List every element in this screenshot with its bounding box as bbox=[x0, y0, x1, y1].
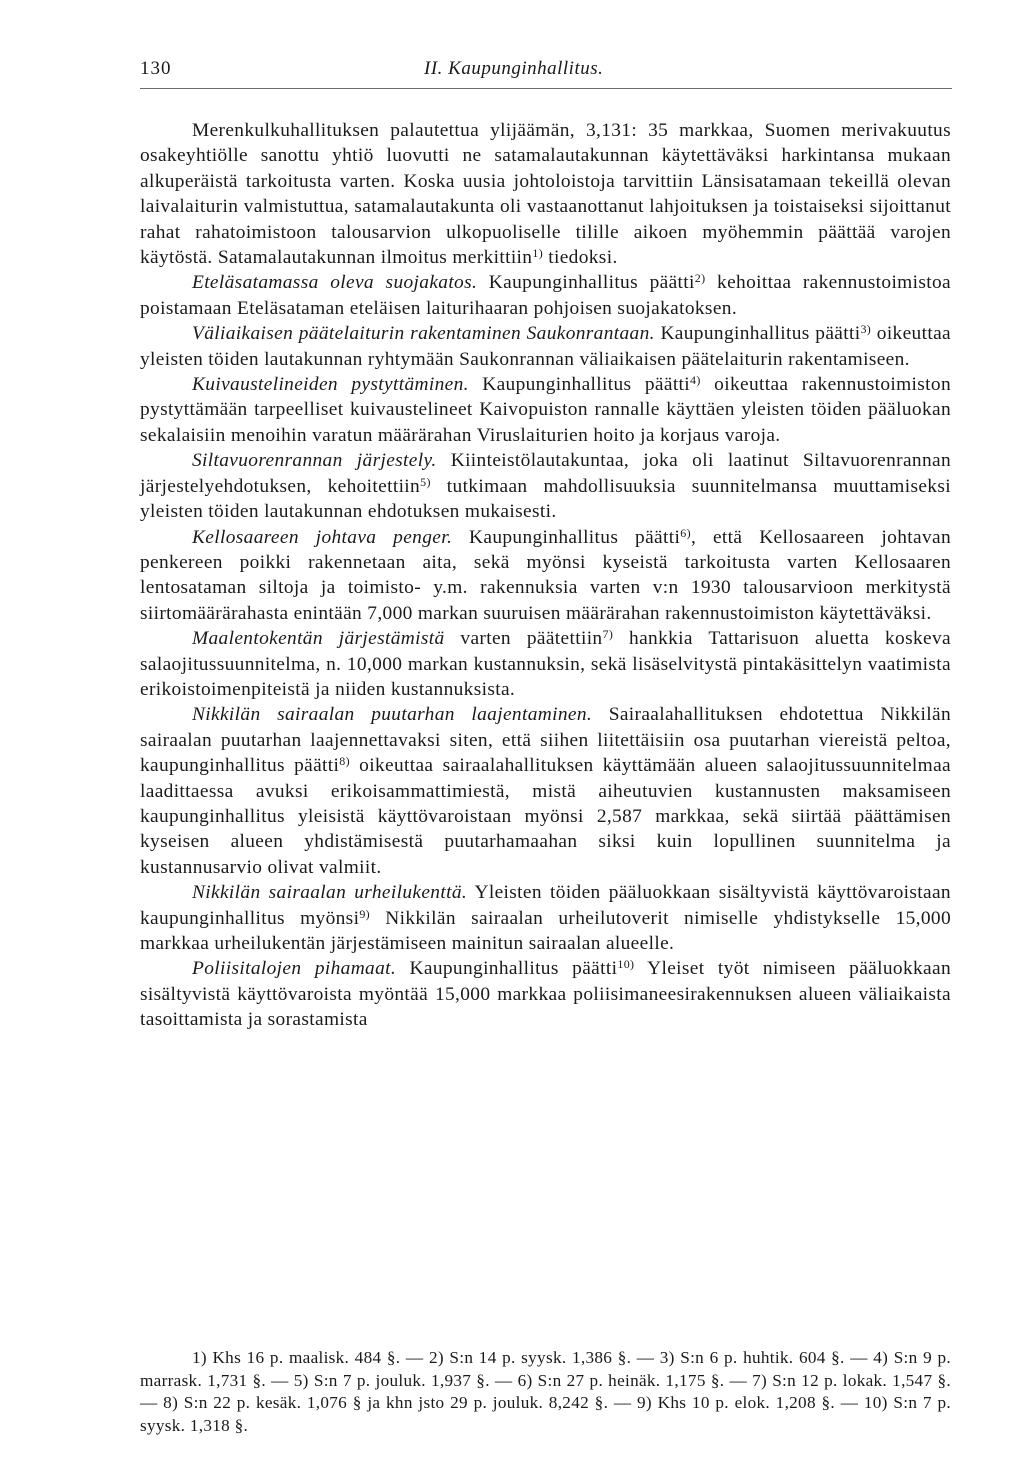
paragraph-tail: oikeuttaa yleisten töiden lautakunnan ryhtymään Saukonrannan väliaikaisen päätelaiturin rakentamiseen. bbox=[140, 323, 951, 370]
page-number: 130 bbox=[140, 58, 172, 79]
paragraph bbox=[140, 372, 951, 448]
paragraph bbox=[140, 448, 951, 524]
paragraph-tail: Yleiset työt nimiseen pääluokkaan sisältyvistä käyttövaroista myöntää 15,000 markkaa poliisimaneesirakennuksen alueen väliaikaista tasoittamista ja sorastamista bbox=[140, 958, 952, 1031]
paragraph-tail: , että Kellosaareen johtavan penkereen poikki rakennetaan aita, sekä myönsi kyseistä tarkoitusta varten Kellosaaren lentosataman siltoja ja toimisto- y.m. rakennuksia varten v:n 1930 talousarvioon merkitystä siirtomäärärahasta enintään 7,000 markan suuruisen määrärahan rakennustoimiston käytettäväksi. bbox=[140, 526, 952, 624]
paragraph bbox=[140, 321, 951, 372]
paragraph-tail: tiedoksi. bbox=[543, 247, 618, 269]
footnote-ref: 7) bbox=[602, 627, 614, 642]
body-text bbox=[140, 118, 951, 1033]
paragraph bbox=[140, 626, 951, 702]
paragraph bbox=[140, 270, 951, 321]
topic-heading: Siltavuorenrannan järjestely. bbox=[192, 450, 437, 472]
paragraph-tail: oikeuttaa rakennustoimiston pystyttämään tarpeelliset kuivaustelineet Kaivopuiston rannalle käyttäen yleisten töiden pääluokan sekalaisiin menoihin varatun määrärahan Viruslaiturien hoito ja korjaus varoja. bbox=[140, 374, 952, 446]
paragraph-text: varten päätettiin bbox=[444, 628, 603, 650]
paragraph bbox=[140, 956, 951, 1032]
paragraph-text: Kaupunginhallitus päätti bbox=[468, 374, 691, 396]
paragraph bbox=[140, 525, 951, 627]
paragraph-tail: hankkia Tattarisuon aluetta koskeva salaojitussuunnitelma, n. 10,000 markan kustannuksin, sekä lisäselvitystä pintakäsittelyn vaatimista erikoistoimenpiteistä ja niiden kustannuksista. bbox=[140, 628, 951, 700]
topic-heading: Väliaikaisen päätelaiturin rakentaminen Saukonrantaan. bbox=[192, 323, 655, 345]
paragraph-text: Merenkulkuhallituksen palautettua ylijäämän, 3,131: 35 markkaa, Suomen merivakuutus osakeyhtiölle sanottu yhtiö luovutti ne satamalautakunnan käytettäväksi harkintansa mukaan alkuperäistä tarkoitusta varten. Koska uusia johtoloistoja tarvittiin Länsisatamaan tekeillä olevan laivalaiturin valmistuttua, satamalautakunta oli vastaanottanut lahjoituksen ja toistaiseksi sijoittanut rahat rahatoimistoon talousarvion ulkopuoliselle tilille aikoen myöhemmin päättää varojen käytöstä. Satamalautakunnan ilmoitus merkittiin bbox=[140, 120, 951, 269]
paragraph bbox=[140, 118, 951, 270]
paragraph-tail: oikeuttaa sairaalahallituksen käyttämään alueen salaojitussuunnitelmaa laadittaessa avuksi erikoisammattimiestä, mistä aiheutuvien kustannusten maksamiseen kaupunginhallitus yleisistä käyttövaroistaan myönsi 2,587 markkaa, sekä siirtää päättämisen kyseisen alueen yhdistämisestä puutarhamaahan siksi kuin lopullinen suunnitelma ja kustannusarvio olivat valmiit. bbox=[140, 755, 951, 878]
footnote-ref: 8) bbox=[339, 754, 350, 769]
footnote-ref: 2) bbox=[694, 271, 706, 286]
paragraph-text: Kaupunginhallitus päätti bbox=[452, 526, 681, 548]
paragraph-tail: Nikkilän sairaalan urheilutoverit nimiselle yhdistykselle 15,000 markkaa urheilukentän järjestämiseen mainitun sairaalan alueelle. bbox=[140, 907, 951, 954]
paragraph bbox=[140, 880, 951, 956]
topic-heading: Nikkilän sairaalan puutarhan laajentaminen. bbox=[192, 704, 593, 726]
paragraph-text: Sairaalahallituksen ehdotettua Nikkilän sairaalan puutarhan laajennettavaksi siten, että siihen liitettäisiin osa puutarhan viereistä peltoa, kaupunginhallitus päätti bbox=[140, 704, 951, 777]
topic-heading: Kellosaareen johtava penger. bbox=[192, 526, 453, 548]
topic-heading: Poliisitalojen pihamaat. bbox=[192, 958, 397, 980]
paragraph-text: Yleisten töiden pääluokkaan sisältyvistä käyttövaroistaan kaupunginhallitus myönsi bbox=[140, 882, 951, 929]
footnote-ref: 4) bbox=[690, 373, 701, 388]
footnote-ref: 1) bbox=[532, 246, 544, 261]
footnote-ref: 9) bbox=[359, 906, 371, 921]
paragraph-tail: tutkimaan mahdollisuuksia suunnitelmansa muuttamiseksi yleisten töiden lautakunnan ehdotuksen mukaisesti. bbox=[140, 475, 951, 523]
footnote-text: 1) Khs 16 p. maalisk. 484 §. — 2) S:n 14 p. syysk. 1,386 §. — 3) S:n 6 p. huhtik. 604 §. — 4) S:n 9 p. marrask. 1,731 §. — 5) S:n 7 p. jouluk. 1,937 §. — 6) S:n 27 p. heinäk. 1,175 §. — 7) S:n 12 p. lokak. 1,547 §. — 8) S:n 22 p. kesäk. 1,076 § ja khn jsto 29 p. jouluk. 8,242 §. — 9) Khs 10 p. elok. 1,208 §. — 10) S:n 7 p. syysk. 1,318 §. bbox=[140, 1348, 951, 1435]
topic-heading: Eteläsatamassa oleva suojakatos. bbox=[192, 272, 478, 294]
topic-heading: Nikkilän sairaalan urheilukenttä. bbox=[192, 882, 468, 904]
paragraph-text: Kiinteistölautakuntaa, joka oli laatinut Siltavuorenrannan järjestelyehdotuksen, kehoitettiin bbox=[140, 450, 952, 497]
footnote-ref: 10) bbox=[617, 957, 635, 972]
footnotes bbox=[140, 1347, 951, 1437]
footnote-ref: 6) bbox=[680, 525, 691, 540]
footnote-ref: 3) bbox=[860, 322, 872, 337]
footnote-ref: 5) bbox=[420, 474, 431, 489]
topic-heading: Kuivaustelineiden pystyttäminen. bbox=[192, 374, 469, 396]
paragraph-text: Kaupunginhallitus päätti bbox=[477, 272, 695, 294]
running-title: II. Kaupunginhallitus. bbox=[424, 58, 604, 79]
paragraph-text: Kaupunginhallitus päätti bbox=[396, 958, 618, 980]
paragraph bbox=[140, 702, 951, 880]
paragraph-text: Kaupunginhallitus päätti bbox=[654, 323, 861, 345]
paragraph-tail: kehoittaa rakennustoimistoa poistamaan Eteläsataman eteläisen laiturihaaran pohjoisen suojakatoksen. bbox=[140, 272, 951, 319]
topic-heading: Maalentokentän järjestämistä bbox=[192, 628, 445, 650]
page-header bbox=[140, 56, 952, 89]
